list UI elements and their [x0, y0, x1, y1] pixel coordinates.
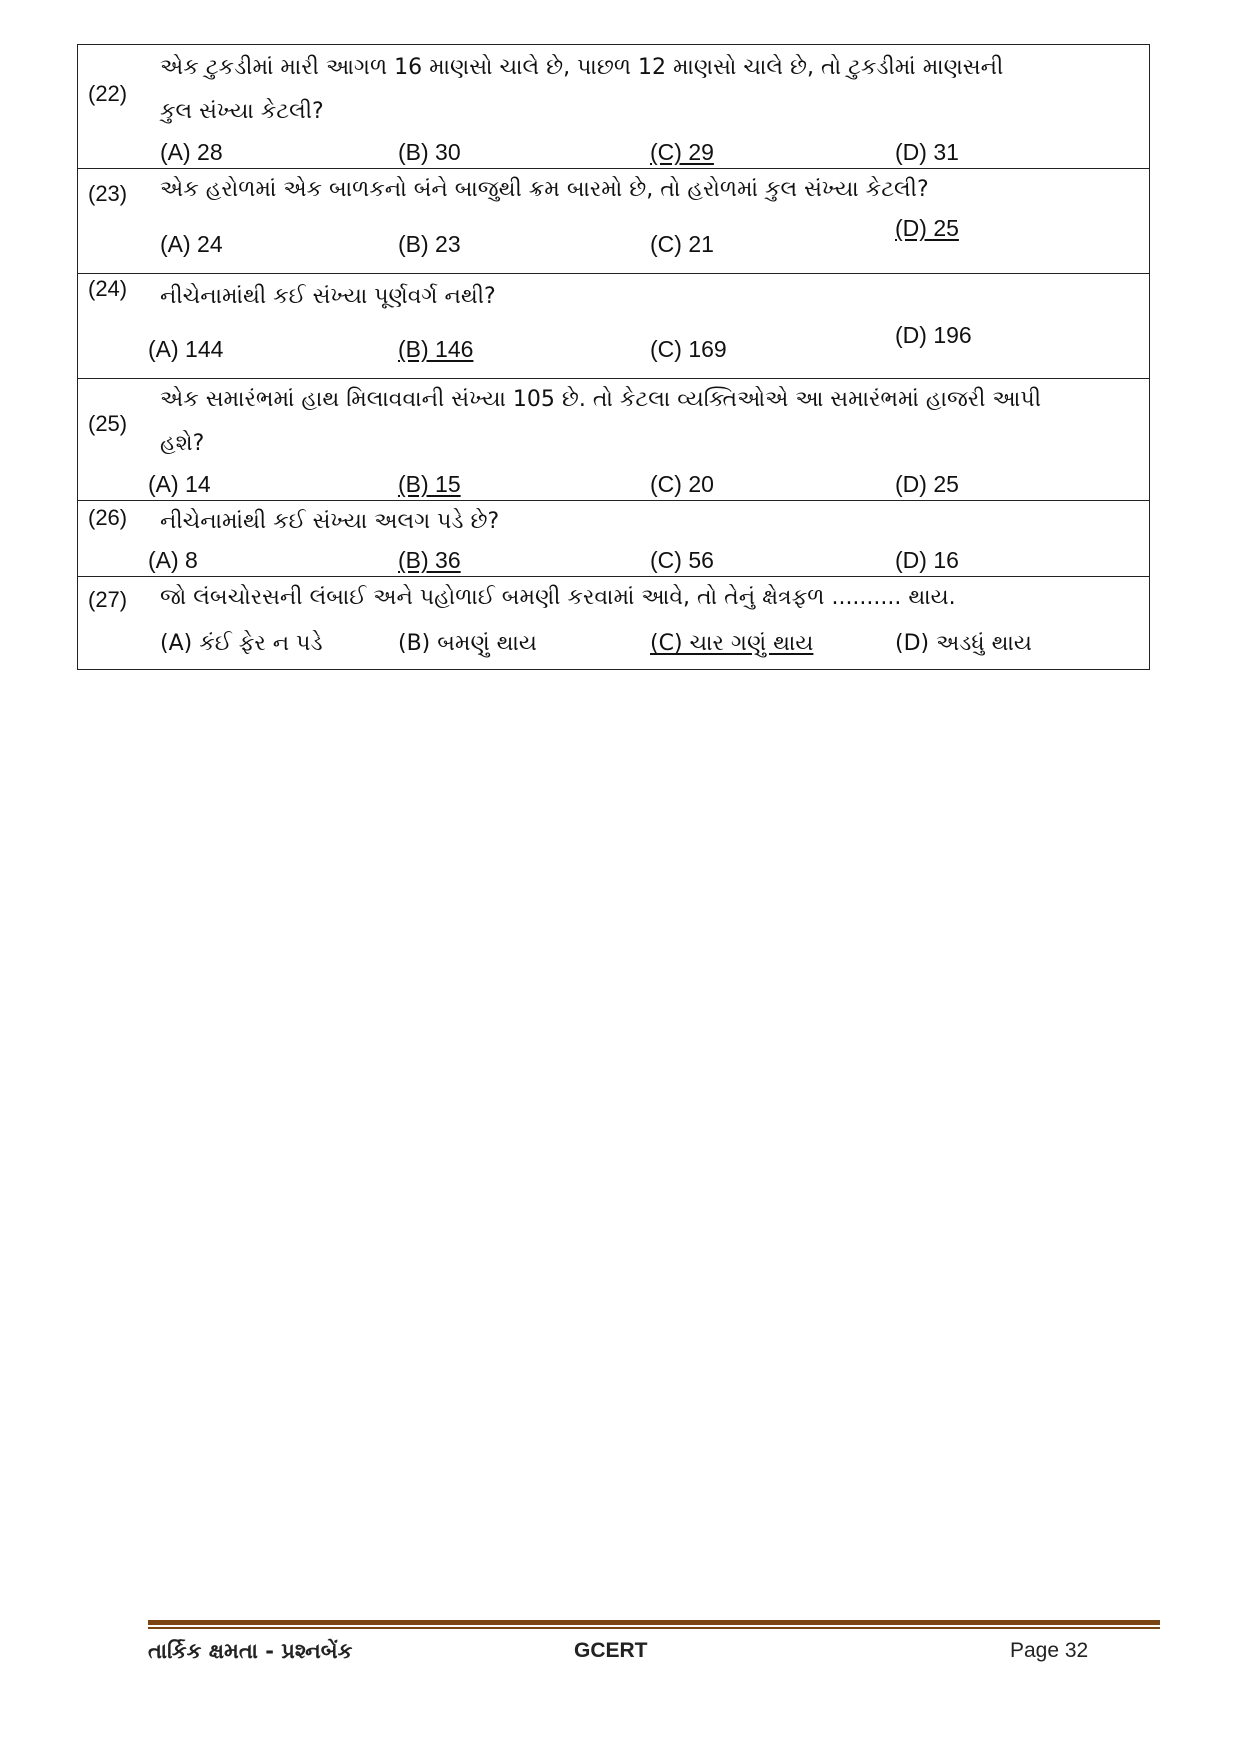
- question-number: (22): [88, 81, 128, 106]
- option-c-correct: (C) ચાર ગણું થાય: [650, 631, 814, 656]
- question-number: (25): [88, 411, 128, 436]
- question-number: (24): [88, 276, 128, 301]
- option-b-correct: (B) 15: [398, 471, 461, 497]
- question-row-26: [78, 501, 1149, 577]
- option-c: (C) 20: [650, 471, 714, 497]
- question-table: [77, 44, 1150, 670]
- option-c-correct: (C) 29: [650, 139, 714, 165]
- option-b: (B) બમણું થાય: [398, 631, 537, 656]
- question-row-24: [78, 274, 1149, 379]
- option-d: (D) 31: [895, 139, 959, 165]
- option-d: (D) અડધું થાય: [895, 631, 1032, 656]
- question-text-line: કુલ સંખ્યા કેટલી?: [160, 99, 324, 124]
- option-b: (B) 30: [398, 139, 461, 165]
- question-text-line: નીચેનામાંથી કઈ સંખ્યા પૂર્ણવર્ગ નથી?: [160, 284, 496, 309]
- option-c: (C) 169: [650, 336, 727, 362]
- question-row-25: [78, 379, 1149, 501]
- option-b: (B) 23: [398, 231, 461, 257]
- question-number: (26): [88, 505, 128, 530]
- option-c: (C) 56: [650, 547, 714, 573]
- footer-book-title: તાર્કિક ક્ષમતા - પ્રશ્નબેંક: [148, 1639, 353, 1663]
- option-c: (C) 21: [650, 231, 714, 257]
- question-text-line: એક સમારંભમાં હાથ મિલાવવાની સંખ્યા 105 છે. તો કેટલા વ્યક્તિઓએ આ સમારંભમાં હાજરી આપી: [160, 387, 1041, 412]
- question-number: (23): [88, 181, 128, 206]
- option-d: (D) 196: [895, 322, 972, 348]
- footer-rule-thin: [148, 1627, 1160, 1629]
- option-a: (A) 24: [160, 231, 223, 257]
- option-a: (A) 28: [160, 139, 223, 165]
- option-d: (D) 16: [895, 547, 959, 573]
- question-row-23: [78, 169, 1149, 274]
- option-b-correct: (B) 36: [398, 547, 461, 573]
- footer-rule: [148, 1620, 1160, 1625]
- option-a: (A) 14: [148, 471, 211, 497]
- question-text-line: એક ટુકડીમાં મારી આગળ 16 માણસો ચાલે છે, પાછળ 12 માણસો ચાલે છે, તો ટુકડીમાં માણસની: [160, 55, 1004, 80]
- question-text-line: જો લંબચોરસની લંબાઈ અને પહોળાઈ બમણી કરવામાં આવે, તો તેનું ક્ષેત્રફળ .......... થાય.: [160, 585, 956, 610]
- question-text-line: નીચેનામાંથી કઈ સંખ્યા અલગ પડે છે?: [160, 509, 500, 534]
- option-d: (D) 25: [895, 471, 959, 497]
- option-a: (A) 8: [148, 547, 198, 573]
- question-number: (27): [88, 587, 128, 612]
- question-text-line: હશે?: [160, 431, 205, 456]
- footer-publisher: GCERT: [574, 1639, 648, 1662]
- option-d-correct: (D) 25: [895, 215, 959, 241]
- question-row-27: [78, 577, 1149, 669]
- option-b-correct: (B) 146: [398, 336, 474, 362]
- question-row-22: [78, 45, 1149, 169]
- footer-page-number: Page 32: [1010, 1639, 1089, 1662]
- option-a: (A) 144: [148, 336, 224, 362]
- option-a: (A) કંઈ ફેર ન પડે: [160, 631, 323, 656]
- question-text-line: એક હરોળમાં એક બાળકનો બંને બાજુથી ક્રમ બારમો છે, તો હરોળમાં કુલ સંખ્યા કેટલી?: [160, 177, 929, 202]
